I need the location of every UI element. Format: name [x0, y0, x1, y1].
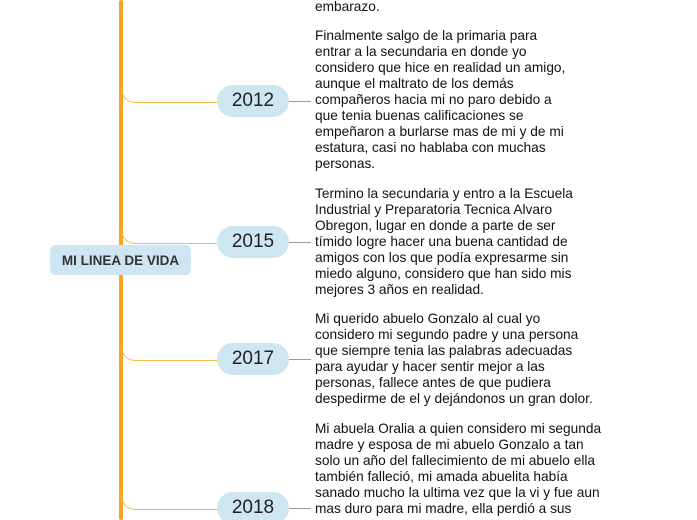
text-line: Termino la secundaria y entro a la Escuela	[315, 186, 573, 201]
year-connector	[289, 242, 311, 243]
year-node-2018[interactable]	[217, 492, 289, 520]
text-line: Mi querido abuelo Gonzalo al cual yo	[315, 311, 541, 326]
year-label: 2012	[231, 90, 275, 111]
text-line: que tenia buenas calificaciones se	[315, 108, 524, 123]
text-line: tímido logre hacer una buena cantidad de	[315, 234, 568, 249]
text-line: despedirme de el y dejándonos un gran dolor.	[315, 391, 593, 406]
text-line: amigos con los que podía expresarme sin	[315, 250, 569, 265]
text-line: personas, fallece antes de que pudiera	[315, 375, 551, 390]
year-label: 2017	[231, 348, 275, 369]
branch-connector-2012	[121, 88, 218, 103]
branch-connector-2015	[121, 229, 218, 244]
year-connector	[289, 508, 311, 509]
text-line: empeñaron a burlarse mas de mi y de mi	[315, 124, 564, 139]
root-label: MI LINEA DE VIDA	[61, 252, 180, 268]
text-line: estatura, casi no hablaba con muchas	[315, 140, 546, 155]
text-line: que siempre tenia las palabras adecuadas	[315, 343, 573, 358]
year-connector	[289, 359, 311, 360]
text-fragment-top	[315, 0, 380, 15]
root-node[interactable]	[50, 245, 191, 275]
text-line: Obregon, lugar en donde a parte de ser	[315, 218, 556, 233]
text-line: Industrial y Preparatoria Tecnica Alvaro	[315, 202, 553, 217]
text-block-2012	[315, 28, 565, 172]
text-block-2015	[315, 186, 573, 298]
text-line: solo un año del fallecimiento de mi abuelo ella	[315, 453, 596, 468]
year-node-2015[interactable]	[217, 226, 289, 258]
text-line: Finalmente salgo de la primaria para	[315, 28, 538, 43]
year-connector	[289, 101, 311, 102]
text-line: considero que hice en realidad un amigo,	[315, 60, 566, 75]
text-line: Mi abuela Oralia a quien considero mi segunda	[315, 421, 602, 436]
text-line: para ayudar y hacer sentir mejor a las	[315, 359, 545, 374]
text-block-2018	[315, 421, 601, 517]
year-node-2017[interactable]	[217, 343, 289, 375]
text-line: sanado mucho la ultima vez que la vi y fue aun	[315, 485, 600, 500]
year-node-2012[interactable]	[217, 85, 289, 117]
text-line: considero mi segundo padre y una persona	[315, 327, 579, 342]
text-line: aunque el maltrato de los demás	[315, 76, 514, 91]
text-line: miedo alguno, considero que han sido mis	[315, 266, 572, 281]
text-block-2017	[315, 311, 593, 407]
text-line: también falleció, mi amada abuelita había	[315, 469, 568, 484]
text-line: entrar a la secundaria en donde yo	[315, 44, 527, 59]
year-label: 2015	[231, 231, 275, 252]
text-line: madre y esposa de mi abuelo Gonzalo a tan	[315, 437, 584, 452]
text-line: mejores 3 años en realidad.	[315, 282, 484, 297]
text-line: compañeros hacia mi no paro debido a	[315, 92, 552, 107]
text-line: personas.	[315, 156, 376, 171]
branch-connector-2017	[121, 346, 218, 361]
year-label: 2018	[231, 497, 275, 518]
text-line: mas duro para mi madre, ella perdió a sus	[315, 501, 572, 516]
branch-connector-2018	[121, 495, 218, 510]
text-line: embarazo.	[315, 0, 380, 14]
